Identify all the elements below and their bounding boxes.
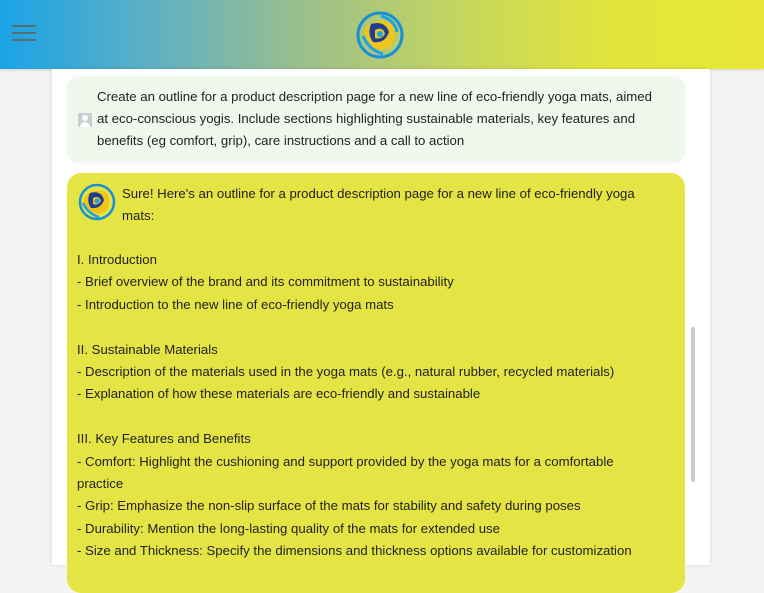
outline-item: - Introduction to the new line of eco-friendly yoga mats <box>77 296 394 312</box>
section-heading: I. Introduction <box>77 252 157 267</box>
user-message-line: benefits (eg comfort, grip), care instructions and a call to action <box>97 133 465 148</box>
section-heading: II. Sustainable Materials <box>77 341 218 357</box>
user-message-text <box>97 86 677 152</box>
app-header <box>0 0 764 69</box>
outline-item: - Size and Thickness: Specify the dimensions and thickness options available for customization <box>77 543 632 559</box>
outline-item: - Brief overview of the brand and its commitment to sustainability <box>77 274 454 290</box>
outline-item: practice <box>77 476 124 492</box>
assistant-intro-line: Sure! Here's an outline for a product description page for a new line of eco-friendly yoga <box>122 186 635 201</box>
user-message-line: Create an outline for a product description page for a new line of eco-friendly yoga mats, aimed <box>97 89 652 104</box>
assistant-message <box>67 173 685 593</box>
chat-scrollbar[interactable] <box>691 327 695 482</box>
section-heading: III. Key Features and Benefits <box>77 431 251 447</box>
outline-item: - Explanation of how these materials are eco-friendly and sustainable <box>77 386 481 402</box>
assistant-outline <box>77 249 677 563</box>
assistant-intro-line: mats: <box>122 208 155 223</box>
outline-item: - Durability: Mention the long-lasting quality of the mats for extended use <box>77 520 500 536</box>
user-avatar-icon <box>78 113 92 127</box>
hamburger-menu-icon[interactable] <box>12 25 36 43</box>
outline-item: - Description of the materials used in the yoga mats (e.g., natural rubber, recycled materials) <box>77 364 615 380</box>
user-message-line: at eco-conscious yogis. Include sections highlighting sustainable materials, key features and <box>97 111 636 126</box>
user-message <box>67 76 685 162</box>
app-logo-icon[interactable] <box>355 10 405 60</box>
outline-item: - Grip: Emphasize the non-slip surface of the mats for stability and safety during poses <box>77 498 581 514</box>
outline-item: - Comfort: Highlight the cushioning and support provided by the yoga mats for a comfortable <box>77 453 614 469</box>
assistant-logo-icon <box>77 182 117 222</box>
assistant-intro-text <box>122 183 677 227</box>
